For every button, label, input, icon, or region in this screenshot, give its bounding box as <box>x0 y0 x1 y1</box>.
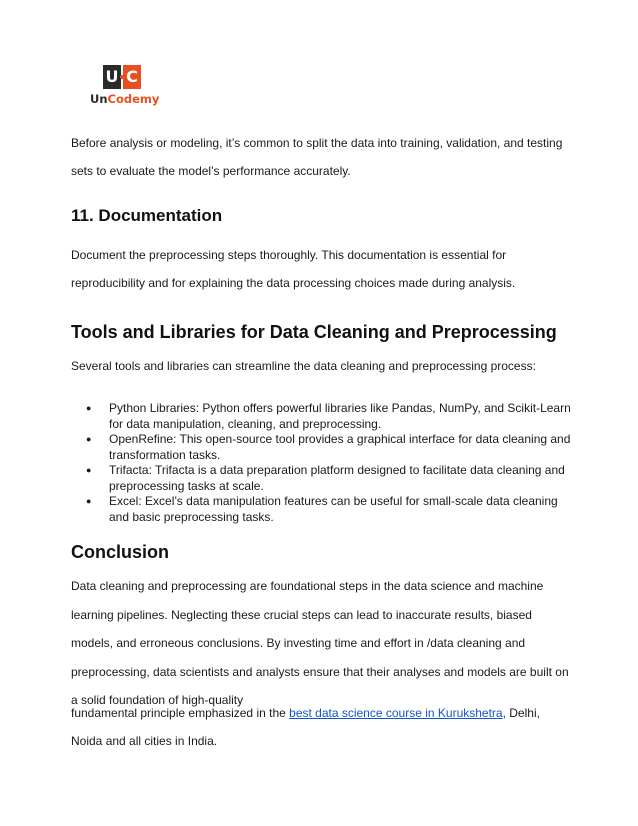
list-item: ● Trifacta: Trifacta is a data preparation platform designed to facilitate data cleaning and preprocessing tasks at scale. <box>71 463 571 494</box>
conclusion-paragraph: Data cleaning and preprocessing are foundational steps in the data science and machine learning pipelines. Neglecting these crucial steps can lead to inaccurate results, biased models, and erroneous conclusions. By investing time and effort in /data cleaning and preprocessing, data scientists and analysts ensure that their analyses and models are built on a solid foundation of high-quality <box>71 579 569 707</box>
list-item: ● Python Libraries: Python offers powerful libraries like Pandas, NumPy, and Scikit-Learn for data manipulation, cleaning, and preprocessing. <box>71 401 571 432</box>
list-item: ● OpenRefine: This open-source tool provides a graphical interface for data cleaning and transformation tasks. <box>71 432 571 463</box>
logo-wordmark <box>90 92 159 106</box>
course-link[interactable]: best data science course in Kurukshetra <box>289 706 503 720</box>
logo-word-un: Un <box>90 92 108 106</box>
logo-letter-u: U <box>103 65 121 89</box>
tools-heading: Tools and Libraries for Data Cleaning and Preprocessing <box>71 322 557 342</box>
list-item: ● Excel: Excel’s data manipulation features can be useful for small-scale data cleaning and basic preprocessing tasks. <box>71 494 571 525</box>
tools-list <box>71 401 571 525</box>
uncodemy-logo <box>90 65 160 109</box>
logo-mark <box>103 65 141 89</box>
logo-letter-c: C <box>123 65 141 89</box>
final-text-before: fundamental principle emphasized in the <box>71 706 290 720</box>
documentation-heading: 11. Documentation <box>71 206 223 225</box>
conclusion-heading: Conclusion <box>71 542 169 562</box>
intro-paragraph: Before analysis or modeling, it’s common to split the data into training, validation, and testing sets to evaluate the model’s performance accurately. <box>71 136 563 178</box>
tools-intro-paragraph: Several tools and libraries can streamline the data cleaning and preprocessing process: <box>71 359 536 373</box>
documentation-paragraph: Document the preprocessing steps thoroughly. This documentation is essential for reproducibility and for explaining the data processing choices made during analysis. <box>71 248 516 290</box>
final-text-after: , Delhi, Noida and all cities in India. <box>71 706 540 748</box>
final-paragraph <box>71 699 571 755</box>
logo-word-codemy: Codemy <box>107 92 160 106</box>
